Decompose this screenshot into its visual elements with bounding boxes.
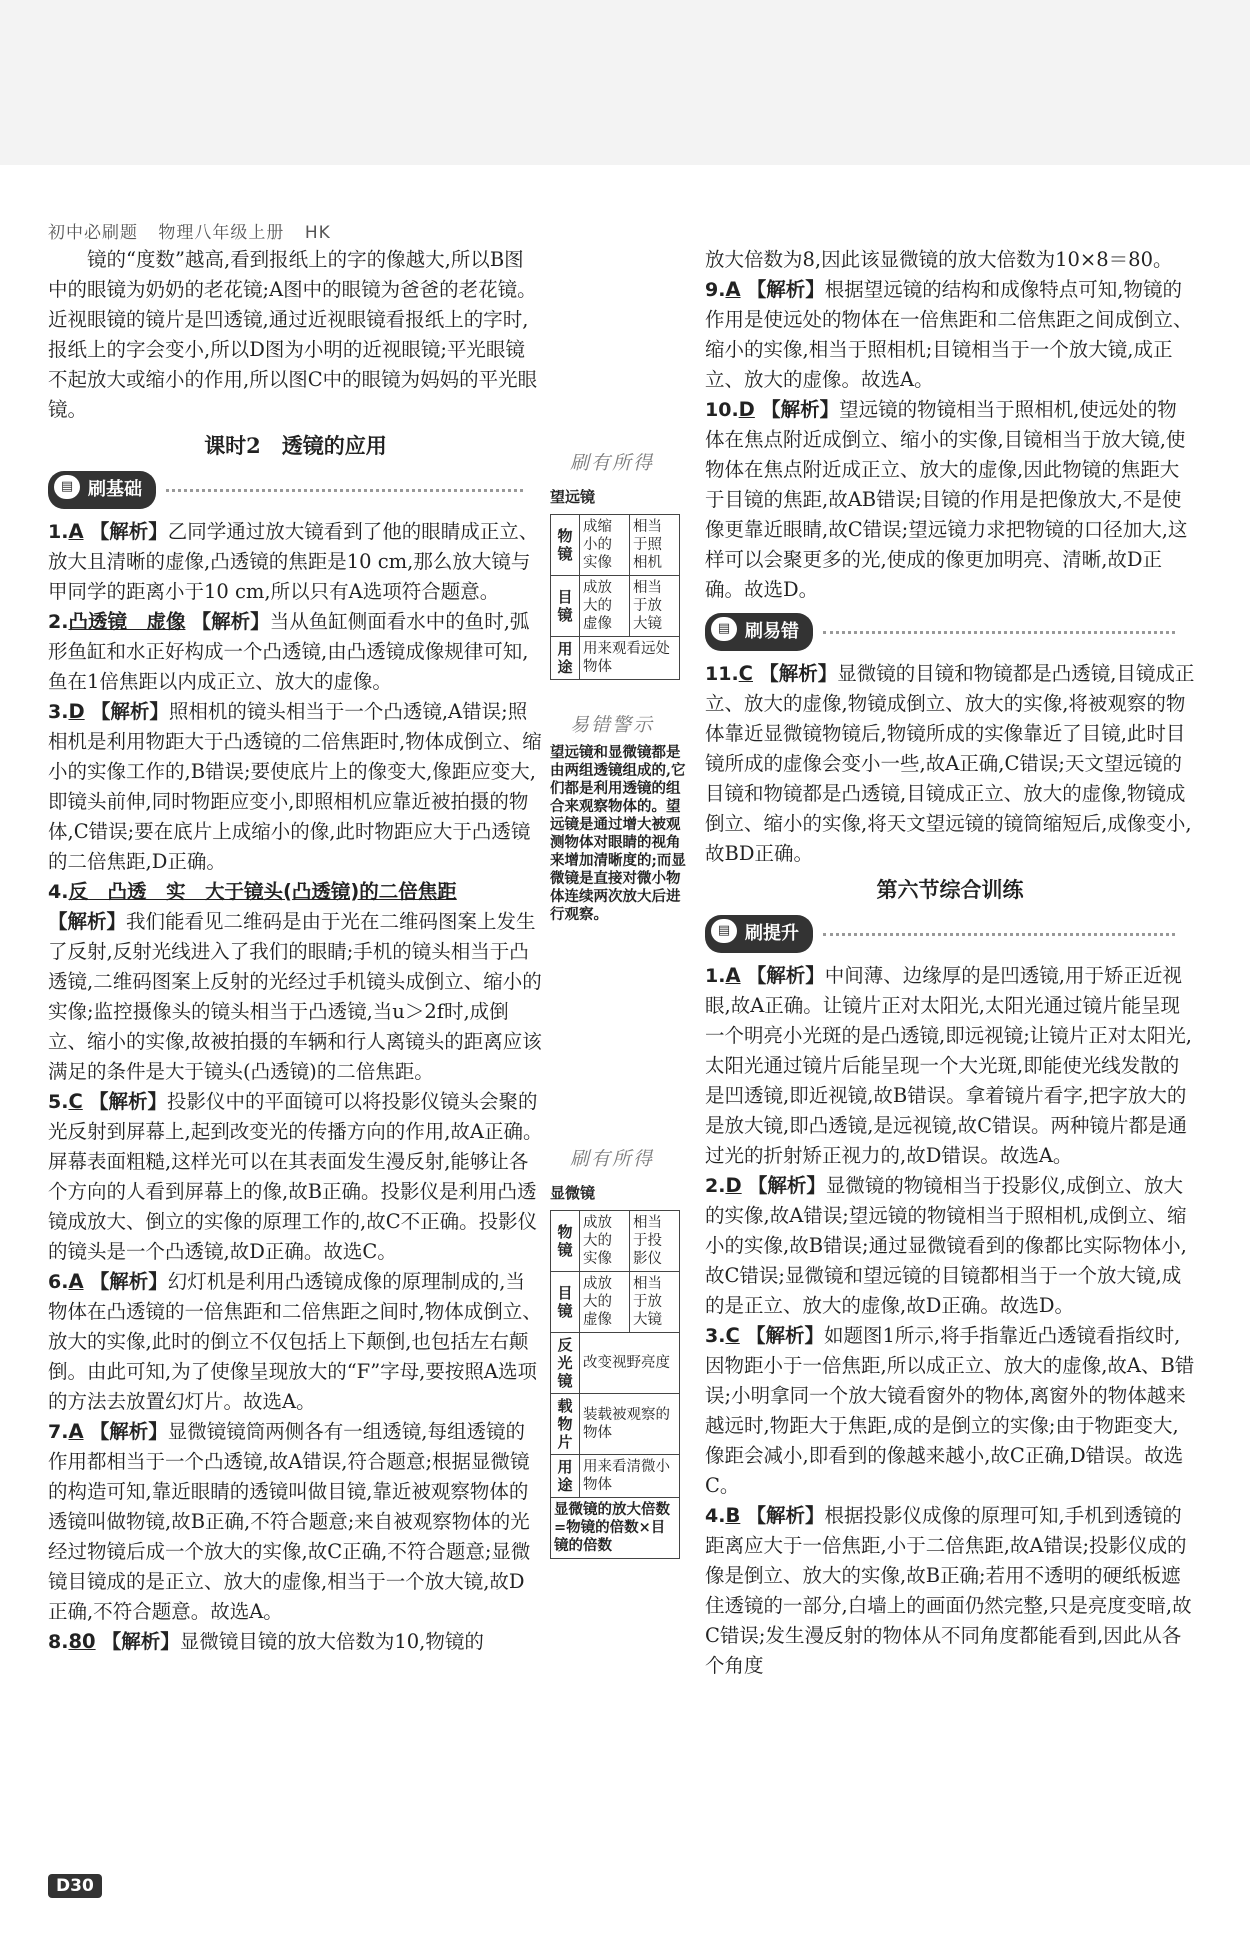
analysis-tag: 【解析】: [89, 1420, 168, 1443]
table-cell: 成放大的虚像: [580, 576, 630, 637]
badge-label: 刷提升: [745, 923, 799, 944]
page-header: [48, 218, 345, 243]
question-number: 3.: [48, 701, 69, 723]
table-cell: 成放大的实像: [580, 1211, 630, 1272]
question-number: 11.: [705, 663, 739, 685]
book-icon: ▤: [711, 919, 737, 943]
analysis-tag: 【解析】: [745, 1324, 824, 1347]
table-cell: 相当于放大镜: [630, 576, 680, 637]
answer: D: [68, 700, 85, 723]
badge-pill: [705, 613, 813, 651]
analysis-tag: 【解析】: [746, 278, 825, 301]
microscope-table: [550, 1210, 680, 1559]
row-header: 目镜: [551, 1272, 580, 1333]
question-number: 7.: [48, 1421, 69, 1443]
lesson-title: 课时2 透镜的应用: [204, 433, 387, 458]
side-notes: [550, 448, 690, 1559]
analysis-text: 我们能看见二维码是由于光在二维码图案上发生了反射,反射光线进入了我们的眼睛;手机的镜头相当于凸透镜,二维码图案上反射的光经过手机镜头成倒立、缩小的实像;监控摄像头的镜头相当于凸透镜,当u＞2f时,成倒立、缩小的实像,故被拍摄的车辆和行人离镜头的距离应该满足的条件是大于镜头(凸透镜)的二倍焦距。: [48, 910, 542, 1083]
analysis-tag: 【解析】: [48, 910, 127, 933]
analysis-tag: 【解析】: [191, 610, 270, 633]
answer: 80: [68, 1630, 96, 1653]
question-item: [705, 659, 1195, 869]
section-badge: [48, 471, 543, 509]
row-header: 用途: [551, 637, 580, 680]
table-row: [551, 515, 680, 576]
continued-text: 放大倍数为8,因此该显微镜的放大倍数为10×8＝80。: [705, 248, 1173, 271]
row-header: 物镜: [551, 515, 580, 576]
section-badge: [705, 915, 1195, 953]
analysis-text: 根据投影仪成像的原理可知,手机到透镜的距离应大于一倍焦距,小于二倍焦距,故A错误;投影仪成的像是倒立、放大的实像,故B正确;若用不透明的硬纸板遮住透镜的一部分,白墙上的画面仍然完整,只是亮度变暗,故C错误;发生漫反射的物体从不同角度都能看到,因此从各个角度: [705, 1504, 1192, 1677]
answer: A: [68, 520, 84, 543]
analysis-text: 显微镜的物镜相当于投影仪,成倒立、放大的实像,故A错误;望远镜的物镜相当于照相机,成倒立、缩小的实像,故B错误;通过显微镜看到的像都比实际物体小,故C错误;显微镜和望远镜的目镜都相当于一个放大镜,成的是正立、放大的虚像,故D正确。故选D。: [705, 1174, 1187, 1317]
top-band: [0, 0, 1250, 165]
table-cell: 相当于投影仪: [630, 1211, 680, 1272]
note-heading: 刷有所得: [570, 1148, 655, 1170]
note-heading: 刷有所得: [570, 452, 655, 474]
warning-note: 望远镜和显微镜都是由两组透镜组成的,它们都是利用透镜的组合来观察物体的。望远镜是通过增大被观测物体对眼睛的视角来增加清晰度的;而显微镜是直接对微小物体连续两次放大后进行观察。: [550, 744, 686, 923]
analysis-tag: 【解析】: [88, 1090, 167, 1113]
table-cell: 成放大的虚像: [580, 1272, 630, 1333]
analysis-text: 显微镜目镜的放大倍数为10,物镜的: [179, 1630, 484, 1653]
analysis-text: 望远镜的物镜相当于照相机,使远处的物体在焦点附近成倒立、缩小的实像,目镜相当于放大镜,使物体在焦点附近成正立、放大的虚像,因此物镜的焦距大于目镜的焦距,故AB错误;目镜的作用是把像放大,不是使像更靠近眼睛,故C错误;望远镜力求把物镜的口径加大,这样可以会聚更多的光,使成的像更加明亮、清晰,故D正确。故选D。: [705, 398, 1188, 601]
analysis-tag: 【解析】: [759, 662, 838, 685]
analysis-tag: 【解析】: [89, 520, 168, 543]
table-cell: 改变视野亮度: [580, 1333, 680, 1394]
left-column: [48, 245, 543, 1657]
question-item: [48, 1627, 543, 1657]
row-header: 目镜: [551, 576, 580, 637]
question-item: [705, 1171, 1195, 1321]
answer: D: [725, 1174, 742, 1197]
table-row: [551, 1394, 680, 1455]
question-number: 4.: [705, 1505, 726, 1527]
analysis-text: 照相机的镜头相当于一个凸透镜,A错误;照相机是利用物距大于凸透镜的二倍焦距时,物体成倒立、缩小的实像工作的,B错误;要使底片上的像变大,像距应变大,即镜头前伸,同时物距应变小,即照相机应靠近被拍摄的物体,C错误;要在底片上成缩小的像,此时物距应大于凸透镜的二倍焦距,D正确。: [48, 700, 542, 873]
table-row: [551, 576, 680, 637]
answer: A: [68, 1270, 84, 1293]
table-row: [551, 637, 680, 680]
row-header: 载物片: [551, 1394, 580, 1455]
table-cell: 相当于放大镜: [630, 1272, 680, 1333]
badge-label: 刷易错: [745, 621, 799, 642]
answer: A: [68, 1420, 84, 1443]
book-icon: ▤: [54, 475, 80, 499]
analysis-text: 显微镜镜筒两侧各有一组透镜,每组透镜的作用都相当于一个凸透镜,故A错误,符合题意;根据显微镜的构造可知,靠近眼睛的透镜叫做目镜,靠近被观察物体的透镜叫做物镜,故B正确,不符合题意;来自被观察物体的光经过物镜后成一个放大的实像,故C正确,不符合题意;显微镜目镜成的是正立、放大的虚像,相当于一个放大镜,故D正确,不符合题意。故选A。: [48, 1420, 531, 1623]
book-icon: ▤: [711, 617, 737, 641]
analysis-tag: 【解析】: [746, 1504, 825, 1527]
question-item: [48, 1087, 543, 1267]
answer: A: [725, 278, 741, 301]
answer: C: [738, 662, 753, 685]
analysis-text: 幻灯机是利用凸透镜成像的原理制成的,当物体在凸透镜的一倍焦距和二倍焦距之间时,物体成倒立、放大的实像,此时的倒立不仅包括上下颠倒,也包括左右颠倒。由此可知,为了使像呈现放大的“F”字母,要按照A选项的方法去放置幻灯片。故选A。: [48, 1270, 542, 1413]
badge-divider: [823, 933, 1175, 936]
question-item: [705, 1501, 1195, 1681]
analysis-text: 如题图1所示,将手指靠近凸透镜看指纹时,因物距小于一倍焦距,所以成正立、放大的虚像,故A、B错误;小明拿同一个放大镜看窗外的物体,离窗外的物体越来越远时,物距大于焦距,成的是倒立的实像;由于物距变大,像距会减小,即看到的像越来越小,故C正确,D错误。故选C。: [705, 1324, 1195, 1497]
badge-pill: [48, 471, 156, 509]
question-item: [48, 697, 543, 877]
table-cell: 用来看清微小物体: [580, 1455, 680, 1498]
analysis-text: 显微镜的目镜和物镜都是凸透镜,目镜成正立、放大的虚像,物镜成倒立、放大的实像,将被观察的物体靠近显微镜物镜后,物镜所成的实像靠近了目镜,此时目镜所成的虚像会变小一些,故A正确,C错误;天文望远镜的目镜和物镜都是凸透镜,目镜成正立、放大的虚像,物镜成倒立、缩小的实像,将天文望远镜的镜筒缩短后,成像变小,故BD正确。: [705, 662, 1195, 865]
question-number: 6.: [48, 1271, 69, 1293]
question-number: 1.: [48, 521, 69, 543]
table-row: [551, 1455, 680, 1498]
note-title: 显微镜: [550, 1184, 596, 1202]
analysis-text: 当从鱼缸侧面看水中的鱼时,弧形鱼缸和水正好构成一个凸透镜,由凸透镜成像规律可知,鱼在1倍焦距以内成正立、放大的虚像。: [48, 610, 530, 693]
question-item: [705, 395, 1195, 605]
question-number: 9.: [705, 279, 726, 301]
table-cell: 用来观看远处物体: [580, 637, 680, 680]
right-column: [705, 245, 1195, 1681]
table-cell: 装载被观察的物体: [580, 1394, 680, 1455]
subject-name: 物理八年级上册: [158, 223, 285, 243]
question-item: [48, 1417, 543, 1627]
question-number: 1.: [705, 965, 726, 987]
page-number: D30: [48, 1874, 102, 1898]
table-row: [551, 1272, 680, 1333]
table-row: [551, 1333, 680, 1394]
question-number: 8.: [48, 1631, 69, 1653]
badge-divider: [823, 631, 1175, 634]
badge-label: 刷基础: [88, 479, 142, 500]
question-number: 4.: [48, 881, 69, 903]
analysis-text: 中间薄、边缘厚的是凹透镜,用于矫正近视眼,故A正确。让镜片正对太阳光,太阳光通过镜片能呈现一个明亮小光斑的是凸透镜,即远视镜;让镜片正对太阳光,太阳光通过镜片后能呈现一个大光斑,即能使光线发散的是凹透镜,即近视镜,故B错误。拿着镜片看字,把字放大的是放大镜,即凸透镜,是远视镜,故C错误。两种镜片都是通过光的折射矫正视力的,故D错误。故选A。: [705, 964, 1192, 1167]
section-title: 第六节综合训练: [876, 877, 1024, 902]
note-heading: 易错警示: [570, 714, 655, 736]
question-item: [705, 961, 1195, 1171]
badge-divider: [166, 489, 523, 492]
question-number: 5.: [48, 1091, 69, 1113]
question-item: [705, 1321, 1195, 1501]
badge-pill: [705, 915, 813, 953]
analysis-text: 根据望远镜的结构和成像特点可知,物镜的作用是使远处的物体在一倍焦距和二倍焦距之间成倒立、缩小的实像,相当于照相机;目镜相当于一个放大镜,成正立、放大的虚像。故选A。: [705, 278, 1193, 391]
telescope-table: [550, 514, 680, 680]
question-item: [48, 607, 543, 697]
question-number: 2.: [705, 1175, 726, 1197]
table-cell: 成缩小的实像: [580, 515, 630, 576]
answer: D: [738, 398, 755, 421]
analysis-tag: 【解析】: [747, 1174, 826, 1197]
analysis-tag: 【解析】: [761, 398, 840, 421]
note-title: 望远镜: [550, 488, 596, 506]
table-row: [551, 1498, 680, 1559]
question-number: 2.: [48, 611, 69, 633]
book-name: 初中必刷题: [48, 223, 138, 243]
row-header: 物镜: [551, 1211, 580, 1272]
analysis-text: 乙同学通过放大镜看到了他的眼睛成正立、放大且清晰的虚像,凸透镜的焦距是10 cm,那么放大镜与甲同学的距离小于10 cm,所以只有A选项符合题意。: [48, 520, 539, 603]
analysis-tag: 【解析】: [101, 1630, 180, 1653]
question-number: 10.: [705, 399, 739, 421]
row-header: 反光镜: [551, 1333, 580, 1394]
answer: C: [68, 1090, 83, 1113]
analysis-tag: 【解析】: [746, 964, 825, 987]
intro-text: 镜的“度数”越高,看到报纸上的字的像越大,所以B图中的眼镜为奶奶的老花镜;A图中的眼镜为爸爸的老花镜。近视眼镜的镜片是凹透镜,通过近视眼镜看报纸上的字时,报纸上的字会变小,所以D图为小明的近视眼镜;平光眼镜不起放大或缩小的作用,所以图C中的眼镜为妈妈的平光眼镜。: [48, 248, 538, 421]
question-number: 3.: [705, 1325, 726, 1347]
answer: A: [725, 964, 741, 987]
formula-cell: 显微镜的放大倍数=物镜的倍数×目镜的倍数: [551, 1498, 680, 1559]
row-header: 用途: [551, 1455, 580, 1498]
answer: 凸透镜 虚像: [68, 610, 186, 633]
question-item: [48, 877, 543, 1087]
question-item: [48, 1267, 543, 1417]
section-badge: [705, 613, 1195, 651]
table-cell: 相当于照相机: [630, 515, 680, 576]
analysis-text: 投影仪中的平面镜可以将投影仪镜头会聚的光反射到屏幕上,起到改变光的传播方向的作用,故A正确。屏幕表面粗糙,这样光可以在其表面发生漫反射,能够让各个方向的人看到屏幕上的像,故B正确。投影仪是利用凸透镜成放大、倒立的实像的原理工作的,故C不正确。投影仪的镜头是一个凸透镜,故D正确。故选C。: [48, 1090, 543, 1263]
edition-label: HK: [304, 223, 331, 243]
question-item: [48, 517, 543, 607]
question-item: [705, 275, 1195, 395]
answer: 反 凸透 实 大于镜头(凸透镜)的二倍焦距: [68, 880, 457, 903]
answer: B: [725, 1504, 741, 1527]
table-row: [551, 1211, 680, 1272]
analysis-tag: 【解析】: [90, 700, 169, 723]
analysis-tag: 【解析】: [89, 1270, 168, 1293]
answer: C: [725, 1324, 740, 1347]
